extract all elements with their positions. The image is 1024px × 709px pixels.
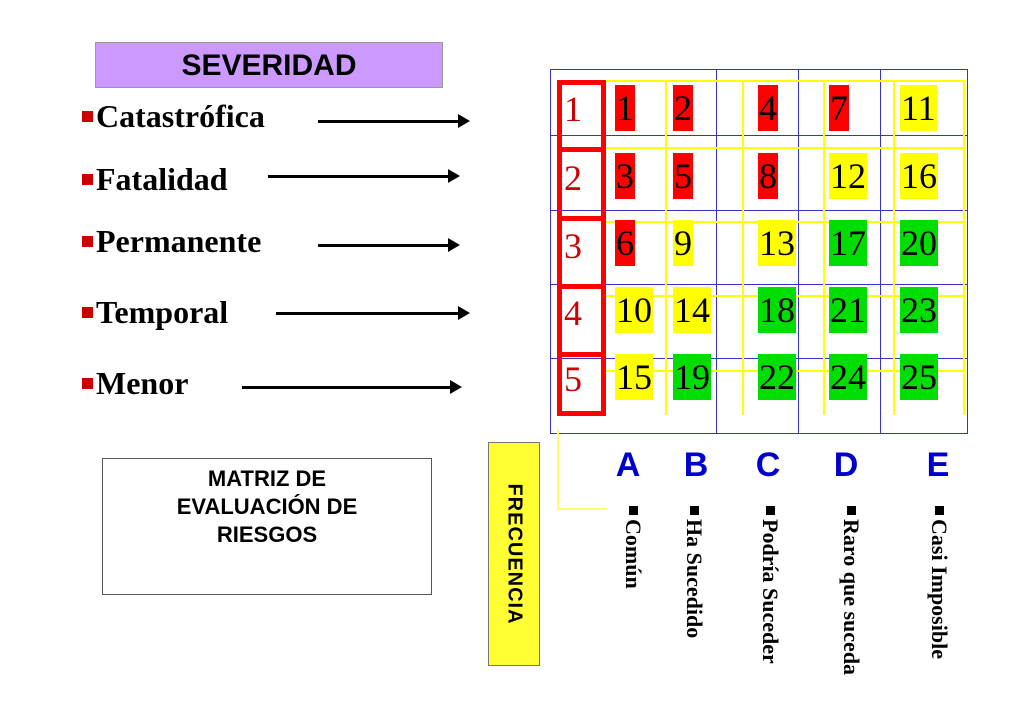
bullet-icon xyxy=(935,506,944,515)
frequency-desc-d: Raro que suceda xyxy=(838,506,864,706)
connector-line xyxy=(557,508,607,510)
severity-item-label: Catastrófica xyxy=(96,97,265,134)
severity-item-fatalidad xyxy=(82,161,228,197)
connector-line xyxy=(557,430,559,510)
bullet-icon xyxy=(82,307,93,318)
risk-cell: 2 xyxy=(673,85,693,131)
severity-item-permanente xyxy=(82,223,261,259)
arrow-icon xyxy=(242,386,452,389)
severity-level: 2 xyxy=(564,158,582,198)
risk-cell: 6 xyxy=(615,220,635,266)
severity-item-catastrofica xyxy=(82,98,265,134)
frequency-letter-e: E xyxy=(926,446,950,484)
matrix-title-box xyxy=(102,458,432,595)
frequency-title: FRECUENCIA xyxy=(503,483,526,625)
risk-cell: 9 xyxy=(673,220,693,266)
frequency-desc-c: Podría Suceder xyxy=(757,506,783,706)
bullet-icon xyxy=(847,506,856,515)
risk-cell: 3 xyxy=(615,153,635,199)
frequency-title-box xyxy=(488,442,540,666)
risk-cell: 24 xyxy=(829,354,867,400)
severity-level: 5 xyxy=(564,359,582,399)
severity-item-label: Permanente xyxy=(96,222,262,259)
frequency-letter-c: C xyxy=(755,446,781,484)
risk-cell: 1 xyxy=(615,85,635,131)
risk-cell: 10 xyxy=(615,287,653,333)
risk-cell: 22 xyxy=(758,354,796,400)
bullet-icon xyxy=(82,111,93,122)
risk-cell: 15 xyxy=(615,354,653,400)
risk-cell: 17 xyxy=(829,220,867,266)
severity-item-temporal xyxy=(82,294,228,330)
frequency-letter-b: B xyxy=(683,446,709,484)
divider xyxy=(557,284,606,289)
bullet-icon xyxy=(82,174,93,185)
severity-item-label: Temporal xyxy=(96,293,229,330)
risk-cell: 13 xyxy=(758,220,796,266)
risk-cell: 21 xyxy=(829,287,867,333)
divider xyxy=(557,352,606,357)
arrow-icon xyxy=(268,175,450,178)
bullet-icon xyxy=(766,506,775,515)
risk-cell: 20 xyxy=(900,220,938,266)
bullet-icon xyxy=(82,236,93,247)
frequency-letter-a: A xyxy=(615,446,641,484)
severity-level: 4 xyxy=(564,293,582,333)
risk-cell: 25 xyxy=(900,354,938,400)
arrow-icon xyxy=(318,120,460,123)
severity-title: SEVERIDAD xyxy=(95,42,443,88)
frequency-desc-e: Casi Imposible xyxy=(926,506,952,706)
arrow-icon xyxy=(318,244,450,247)
severity-item-label: Menor xyxy=(96,364,189,401)
matrix-title-line: RIESGOS xyxy=(216,522,318,547)
matrix-title-line: EVALUACIÓN DE xyxy=(176,494,358,519)
divider xyxy=(557,216,606,221)
divider xyxy=(557,147,606,152)
frequency-desc-a: Común xyxy=(620,506,646,706)
severity-level: 1 xyxy=(564,89,582,129)
risk-cell: 4 xyxy=(758,85,778,131)
risk-cell: 7 xyxy=(829,85,849,131)
risk-cell: 19 xyxy=(673,354,711,400)
matrix-title-line: MATRIZ DE xyxy=(207,466,327,491)
risk-cell: 23 xyxy=(900,287,938,333)
bullet-icon xyxy=(629,506,638,515)
risk-cell: 16 xyxy=(900,153,938,199)
bullet-icon xyxy=(82,378,93,389)
frequency-letter-d: D xyxy=(833,446,859,484)
severity-item-label: Fatalidad xyxy=(96,160,228,197)
severity-level: 3 xyxy=(564,226,582,266)
risk-cell: 14 xyxy=(673,287,711,333)
risk-cell: 5 xyxy=(673,153,693,199)
risk-cell: 8 xyxy=(758,153,778,199)
risk-cell: 11 xyxy=(900,85,937,131)
severity-item-menor xyxy=(82,365,188,401)
risk-cell: 12 xyxy=(829,153,867,199)
bullet-icon xyxy=(690,506,699,515)
risk-cell: 18 xyxy=(758,287,796,333)
arrow-icon xyxy=(276,312,460,315)
frequency-desc-b: Ha Sucedido xyxy=(681,506,707,706)
